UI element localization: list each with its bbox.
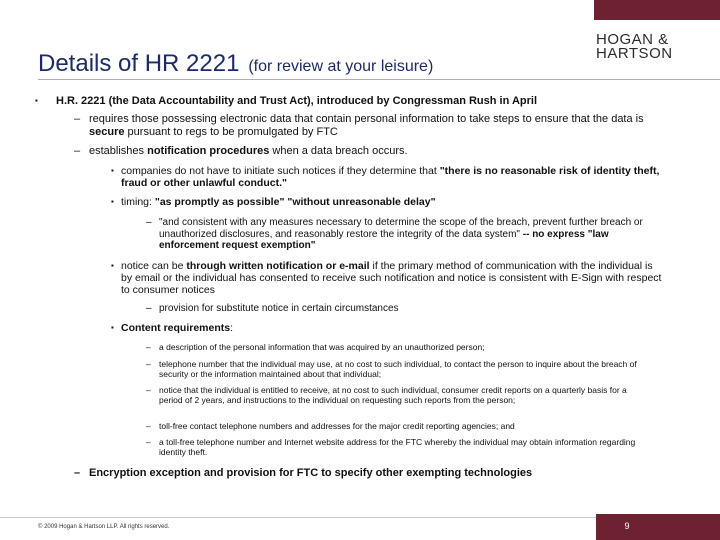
bullet-text-emphasis: through written notification or e-mail (186, 260, 370, 272)
square-bullet-icon: ▪ (111, 323, 114, 332)
dash-bullet-icon: – (146, 421, 151, 431)
square-bullet-icon: ▪ (111, 197, 114, 206)
logo-line-1: HOGAN & (596, 31, 669, 48)
content-req-credit-reports (146, 385, 644, 406)
bullet-text: Encryption exception and provision for FTC to specify other exempting technologies (89, 467, 533, 479)
brand-bar-top (594, 0, 720, 20)
title-divider (38, 79, 720, 80)
page-title-subtitle: (for review at your leisure) (248, 58, 434, 75)
content-req-description (146, 342, 644, 353)
page-number: 9 (624, 521, 630, 531)
bullet-text: a description of the personal information that was acquired by an unauthorized person; (159, 342, 485, 352)
dash-bullet-icon: – (74, 113, 81, 125)
bullet-text: timing: (121, 196, 155, 208)
page-title (38, 42, 433, 79)
dash-bullet-icon: – (146, 303, 152, 314)
bullet-text: a toll-free telephone number and Internet website address for the FTC whereby the individual may obtain information regarding identity theft. (159, 437, 636, 457)
dash-bullet-icon: – (146, 342, 151, 352)
bullet-text: companies do not have to initiate such notices if they determine that (121, 165, 440, 177)
bullet-text-emphasis: Content requirements (121, 322, 231, 334)
bullet-text: "and consistent with any measures necessary to determine the scope of the breach, prevent further breach or unauthorized disclosures, and reasonably restore the integrity of the data system" (159, 217, 643, 240)
bullet-text-emphasis: -- no express "law enforcement request exemption" (159, 228, 609, 251)
bullet-text: requires those possessing electronic data that contain personal information to take steps to ensure that the data is (89, 113, 644, 125)
bullet-encryption-exception (74, 467, 659, 480)
logo-line-2: HARTSON (596, 45, 673, 62)
bullet-timing (111, 196, 662, 208)
bullet-text: telephone number that the individual may use, at no cost to such individual, to contact the person to inquire about the breach of security or the information maintained about that individual; (159, 359, 637, 379)
bullet-text: provision for substitute notice in certain circumstances (159, 303, 399, 314)
bullet-hr-2221 (35, 95, 676, 108)
bullet-text-emphasis: "as promptly as possible" "without unreasonable delay" (154, 196, 436, 208)
dash-bullet-icon: – (74, 145, 81, 157)
bullet-written-notification (111, 260, 662, 297)
square-bullet-icon: ▪ (35, 96, 38, 105)
bullet-substitute-notice (146, 303, 659, 315)
square-bullet-icon: ▪ (111, 261, 114, 270)
bullet-requires-security (74, 113, 659, 138)
bullet-text: establishes (89, 145, 148, 157)
bullet-text: notice that the individual is entitled to receive, at no cost to such individual, consumer credit reports on a quarterly basis for a period of 2 years, and instructions to the individual on requesting such reports from the person; (159, 385, 627, 405)
content-req-ftc-website (146, 437, 644, 458)
content-req-telephone (146, 359, 644, 380)
page-title-main: Details of HR 2221 (38, 50, 240, 77)
bullet-text: if the primary method of communication with the individual is by email or the individual has consented to receive such notification and notice is consistent with E-Sign with respect to consumer notices (121, 260, 662, 297)
content-req-toll-free-agencies (146, 421, 644, 432)
bullet-notification-procedures (74, 145, 659, 158)
bullet-text: when a data breach occurs. (269, 145, 408, 157)
copyright-notice: © 2009 Hogan & Hartson LLP. All rights reserved. (38, 524, 170, 530)
bullet-text: pursuant to regs to be promulgated by FTC (124, 125, 338, 138)
dash-bullet-icon: – (146, 217, 152, 228)
dash-bullet-icon: – (146, 385, 151, 395)
bullet-text: notice can be (121, 260, 187, 272)
hogan-hartson-logo (596, 33, 688, 61)
square-bullet-icon: ▪ (111, 166, 114, 175)
bullet-text: : (230, 322, 234, 334)
dash-bullet-icon: – (74, 467, 81, 479)
dash-bullet-icon: – (146, 437, 151, 447)
bullet-consistent-measures (146, 217, 659, 252)
bullet-text-emphasis: notification procedures (147, 145, 270, 157)
bullet-no-reasonable-risk (111, 165, 662, 190)
bullet-content-requirements (111, 322, 662, 334)
bullet-text: toll-free contact telephone numbers and addresses for the major credit reporting agencies; and (159, 421, 515, 431)
dash-bullet-icon: – (146, 359, 151, 369)
page-number-box (596, 514, 720, 540)
bullet-text-emphasis: secure (89, 125, 125, 138)
bullet-text-emphasis: "there is no reasonable risk of identity theft, fraud or other unlawful conduct." (121, 165, 660, 190)
bullet-text: H.R. 2221 (the Data Accountability and Trust Act), introduced by Congressman Rush in April (56, 95, 538, 107)
